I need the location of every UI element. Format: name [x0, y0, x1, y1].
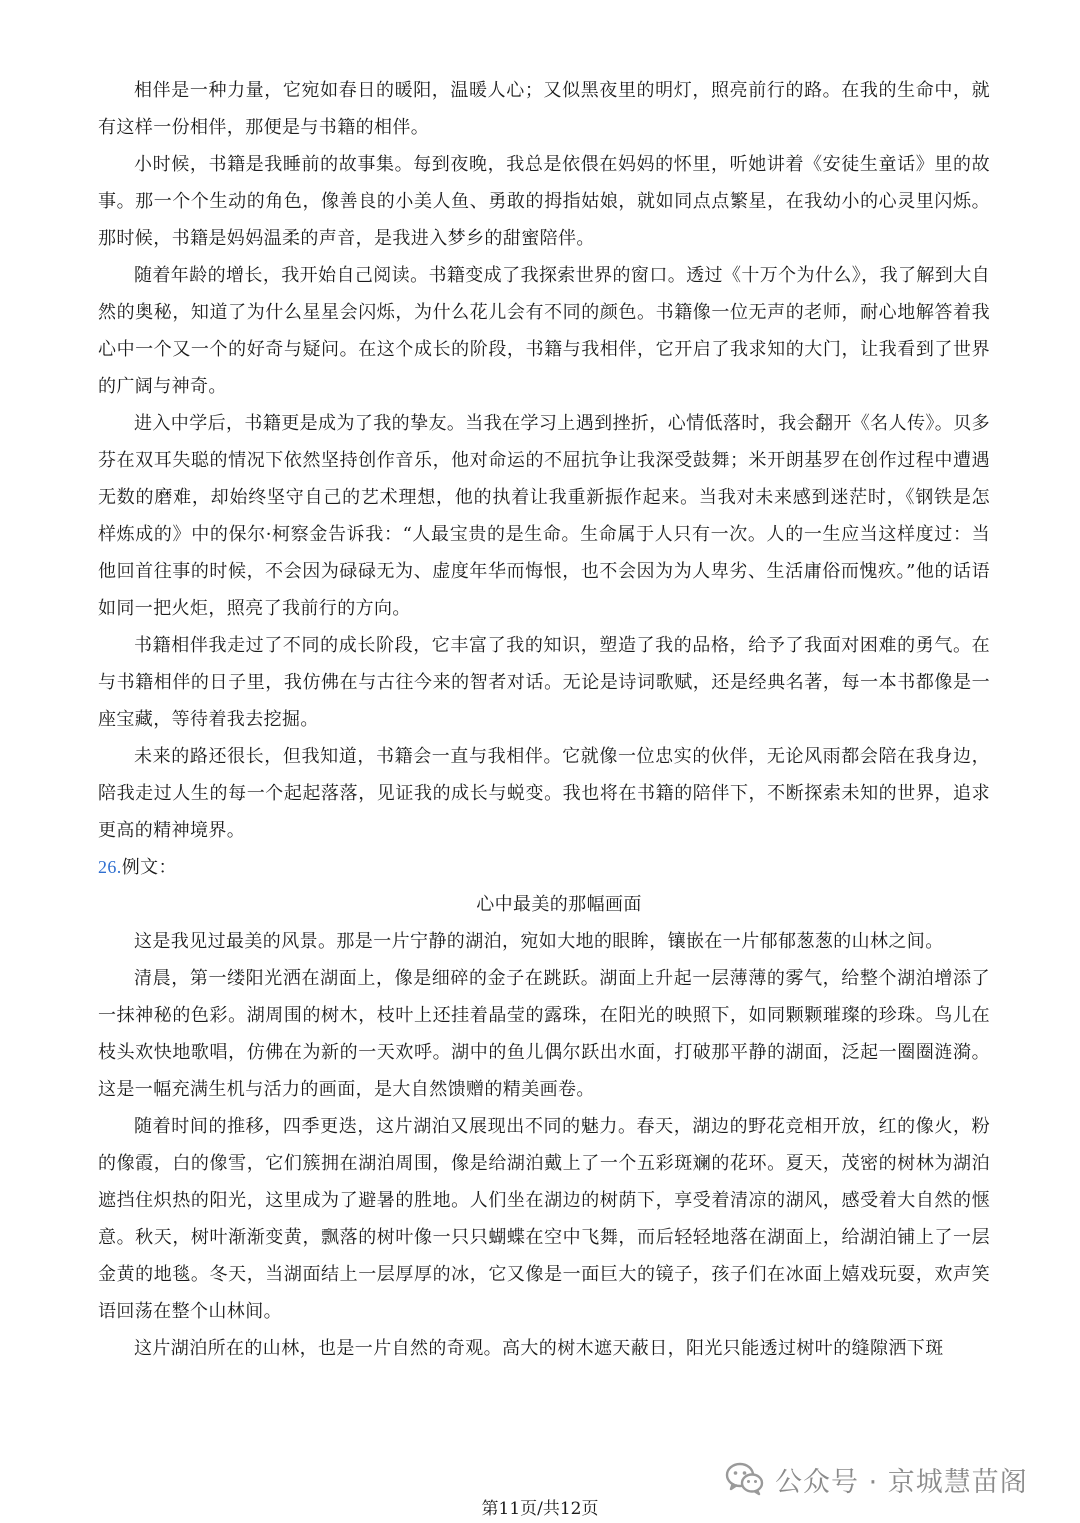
watermark-text: 公众号 · 京城慧苗阁: [775, 1466, 1028, 1498]
essay-paragraph: 未来的路还很长，但我知道，书籍会一直与我相伴。它就像一位忠实的伙伴，无论风雨都会陪在我身边，陪我走过人生的每一个起起落落，见证我的成长与蜕变。我也将在书籍的陪伴下，不断探索未知的世界，追求更高的精神境界。: [98, 746, 990, 841]
wechat-icon: [725, 1462, 765, 1496]
essay-paragraph: 进入中学后，书籍更是成为了我的挚友。当我在学习上遇到挫折，心情低落时，我会翻开《名人传》。贝多芬在双耳失聪的情况下依然坚持创作音乐，他对命运的不屈抗争让我深受鼓舞；米开朗基罗在创作过程中遭遇无数的磨难，却始终坚守自己的艺术理想，他的执着让我重新振作起来。当我对未来感到迷茫时，《钢铁是怎样炼成的》中的保尔·柯察金告诉我：“人最宝贵的是生命。生命属于人只有一次。人的一生应当这样度过：当他回首往事的时候，不会因为碌碌无为、虚度年华而悔恨，也不会因为为人卑劣、生活庸俗而愧疚。”他的话语如同一把火炬，照亮了我前行的方向。: [98, 413, 990, 619]
question-number: 26.: [98, 857, 122, 877]
essay-paragraph: 这片湖泊所在的山林，也是一片自然的奇观。高大的树木遮天蔽日，阳光只能透过树叶的缝隙洒下斑: [134, 1338, 944, 1359]
essay-paragraph: 书籍相伴我走过了不同的成长阶段，它丰富了我的知识，塑造了我的品格，给予了我面对困难的勇气。在与书籍相伴的日子里，我仿佛在与古往今来的智者对话。无论是诗词歌赋，还是经典名著，每一本书都像是一座宝藏，等待着我去挖掘。: [98, 635, 990, 730]
page-footer: 第11页/共12页: [481, 1499, 599, 1519]
document-page: [98, 72, 990, 1367]
question-heading: [98, 849, 990, 886]
essay-paragraph: 相伴是一种力量，它宛如春日的暖阳，温暖人心；又似黑夜里的明灯，照亮前行的路。在我的生命中，就有这样一份相伴，那便是与书籍的相伴。: [98, 80, 990, 138]
essay-paragraph: 清晨，第一缕阳光洒在湖面上，像是细碎的金子在跳跃。湖面上升起一层薄薄的雾气，给整个湖泊增添了一抹神秘的色彩。湖周围的树木，枝叶上还挂着晶莹的露珠，在阳光的映照下，如同颗颗璀璨的珍珠。鸟儿在枝头欢快地歌唱，仿佛在为新的一天欢呼。湖中的鱼儿偶尔跃出水面，打破那平静的湖面，泛起一圈圈涟漪。这是一幅充满生机与活力的画面，是大自然馈赠的精美画卷。: [98, 968, 990, 1100]
question-label: 例文：: [121, 857, 177, 878]
essay-title: 心中最美的那幅画面: [476, 894, 642, 915]
essay-paragraph: 随着年龄的增长，我开始自己阅读。书籍变成了我探索世界的窗口。透过《十万个为什么》，我了解到大自然的奥秘，知道了为什么星星会闪烁，为什么花儿会有不同的颜色。书籍像一位无声的老师，耐心地解答着我心中一个又一个的好奇与疑问。在这个成长的阶段，书籍与我相伴，它开启了我求知的大门，让我看到了世界的广阔与神奇。: [98, 265, 990, 397]
essay-paragraph: 随着时间的推移，四季更迭，这片湖泊又展现出不同的魅力。春天，湖边的野花竞相开放，红的像火，粉的像霞，白的像雪，它们簇拥在湖泊周围，像是给湖泊戴上了一个五彩斑斓的花环。夏天，茂密的树林为湖泊遮挡住炽热的阳光，这里成为了避暑的胜地。人们坐在湖边的树荫下，享受着清凉的湖风，感受着大自然的惬意。秋天，树叶渐渐变黄，飘落的树叶像一只只蝴蝶在空中飞舞，而后轻轻地落在湖面上，给湖泊铺上了一层金黄的地毯。冬天，当湖面结上一层厚厚的冰，它又像是一面巨大的镜子，孩子们在冰面上嬉戏玩耍，欢声笑语回荡在整个山林间。: [98, 1116, 990, 1322]
essay-paragraph: 这是我见过最美的风景。那是一片宁静的湖泊，宛如大地的眼眸，镶嵌在一片郁郁葱葱的山林之间。: [134, 931, 944, 952]
essay-paragraph: 小时候，书籍是我睡前的故事集。每到夜晚，我总是依偎在妈妈的怀里，听她讲着《安徒生童话》里的故事。那一个个生动的角色，像善良的小美人鱼、勇敢的拇指姑娘，就如同点点繁星，在我幼小的心灵里闪烁。那时候，书籍是妈妈温柔的声音，是我进入梦乡的甜蜜陪伴。: [98, 154, 990, 249]
